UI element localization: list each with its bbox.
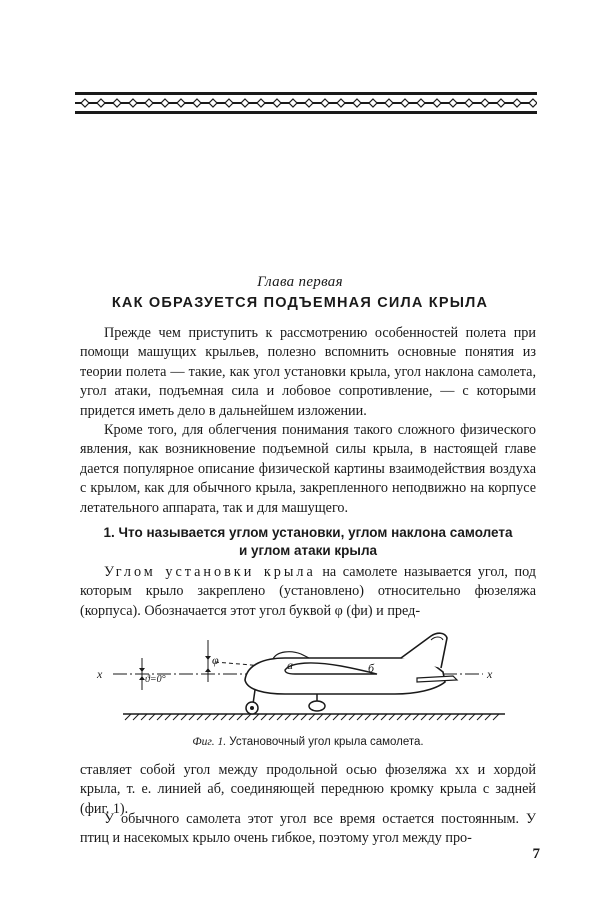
paragraph-continuation: ставляет собой угол между продольной осью фюзеляжа xx и хордой крыла, т. е. линией аб, соединяющей переднюю кромку крыла с задней (фиг. 1). [80,762,536,817]
term-wing-setting-angle: Углом установки крыла [104,564,316,580]
paragraph-definition [80,563,536,621]
section-title-line2: и углом атаки крыла [238,543,378,558]
section-title [80,524,536,560]
ornament-diamond [465,99,473,107]
ground-hatching [125,714,499,720]
axis-label-right: x [487,667,493,681]
ornament-diamond [385,99,393,107]
setting-angle-label: φ [212,653,219,667]
chapter-label: Глава первая [257,274,343,290]
ornament-diamond [337,99,345,107]
axis-label-left: x [97,667,103,681]
ornament-diamond [81,99,89,107]
ornament-diamond [193,99,201,107]
definition-text: на самолете называется угол, под которым крыло закреплено (установлено) относительно фюзеляжа (корпуса). Обозначается этот угол буквой φ (фи) и пред- [80,564,536,619]
ornament-diamond [481,99,489,107]
paragraph-intro: Прежде чем приступить к рассмотрению особенностей полета при помощи машущих крыльев, полезно вспомнить основные понятия из теории полета — такие, как угол установки крыла, угол наклона самолета, угол атаки, подъемная сила и лобовое сопротивление, — с которыми придется иметь дело в дальнейшем изложении. [80,325,536,419]
fuselage [245,658,445,694]
ornament-diamond [321,99,329,107]
figure-caption-text: Установочный угол крыла самолета. [226,736,424,748]
ornament-diamond [273,99,281,107]
ornament-diamond [129,99,137,107]
ornament-diamond [417,99,425,107]
ornament-diamond [161,99,169,107]
ornament-diamond [353,99,361,107]
ornament-diamond [369,99,377,107]
chapter-ornament [75,92,537,114]
ornament-diamond [97,99,105,107]
ornament-diamond [305,99,313,107]
ornament-diamond [289,99,297,107]
ornament-diamond [529,99,537,107]
paragraph-birds: У обычного самолета этот угол все время остается постоянным. У птиц и насекомых крыло очень гибкое, поэтому угол между про- [80,811,536,847]
ornament-diamond [225,99,233,107]
chapter-title: КАК ОБРАЗУЕТСЯ ПОДЪЕМНАЯ СИЛА КРЫЛА [111,295,489,311]
ornament-diamond [145,99,153,107]
ornament-diamond [257,99,265,107]
main-wheel [309,701,325,711]
chord-point-b: б [368,661,375,675]
ornament-diamond [177,99,185,107]
ornament-diamond [113,99,121,107]
airplane-figure [95,628,515,723]
figure-number: Фиг. 1. [192,736,227,748]
page-number: 7 [532,846,540,862]
ornament-diamond [497,99,505,107]
section-title-line1: 1. Что называется углом установки, углом наклона самолета [103,525,513,540]
pitch-angle-label: ϑ=0° [145,674,166,685]
paragraph-purpose: Кроме того, для облегчения понимания такого сложного физического явления, как возникновение подъемной силы крыла, в настоящей главе дается популярное описание физической картины взаимодействия воздуха с крылом, как для обычного крыла, закрепленного неподвижно на корпусе летательного аппарата, так и для машущего. [80,422,536,516]
ornament-diamond [449,99,457,107]
ornament-diamond [401,99,409,107]
chord-point-a: а [287,658,293,672]
figure-caption [80,736,536,748]
ornament-diamond [513,99,521,107]
ornament-diamond [433,99,441,107]
ornament-diamond [209,99,217,107]
ornament-diamond [241,99,249,107]
